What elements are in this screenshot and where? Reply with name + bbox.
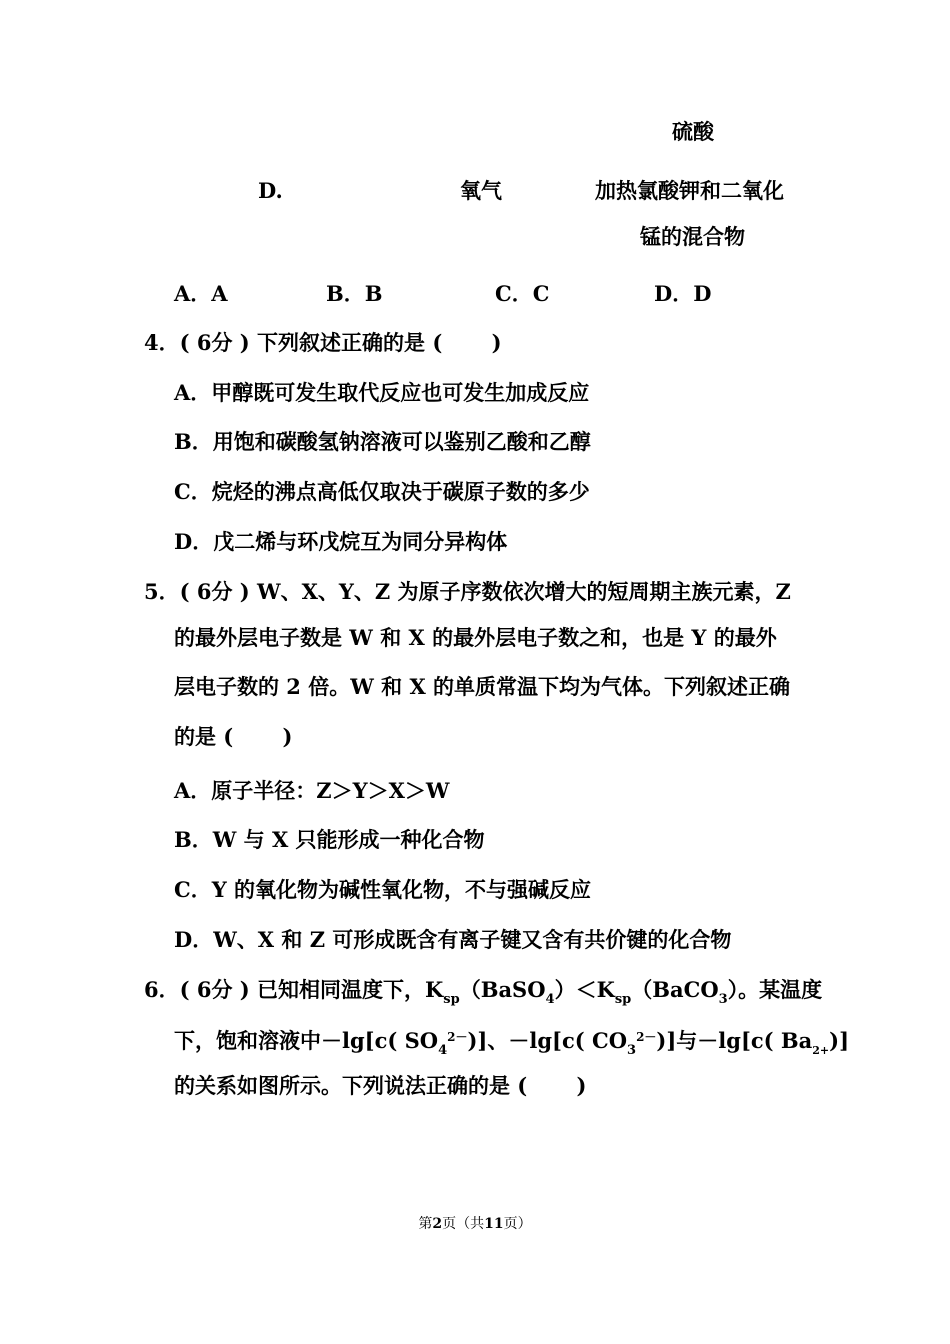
q6-stem-line1: 6．( 6分 ) 已知相同温度下，$K_{sp}(BaSO_4)<K_{sp}(BaCO_3)$。某温度 [144, 977, 823, 1007]
q3-option-a: A．A [174, 281, 228, 306]
q4-option-d: D．戊二烯与环戊烷互为同分异构体 [174, 529, 508, 554]
q4-option-a: A．甲醇既可发生取代反应也可发生加成反应 [174, 380, 590, 405]
q5-stem-line2: 的最外层电子数是 W 和 X 的最外层电子数之和，也是 Y 的最外 [174, 625, 777, 650]
q3-option-b: B．B [326, 281, 383, 306]
q3-option-d: D．D [654, 281, 712, 306]
q5-option-d: D．W、X 和 Z 可形成既含有离子键又含有共价键的化合物 [174, 927, 732, 952]
q5-option-c: C．Y 的氧化物为碱性氧化物，不与强碱反应 [174, 877, 592, 902]
q6-stem-line3: 的关系如图所示。下列说法正确的是 ( ) [174, 1073, 587, 1098]
q5-option-a: A．原子半径：Z＞Y＞X＞W [174, 778, 450, 803]
q5-stem-line1: 5．( 6分 ) W、X、Y、Z 为原子序数依次增大的短周期主族元素，Z [144, 579, 791, 604]
table-cell-gas: 氧气 [460, 178, 502, 203]
page-footer: 第2页（共11页） [418, 1216, 532, 1232]
q5-stem-line4: 的是 ( ) [174, 724, 293, 749]
q3-option-c: C．C [495, 281, 550, 306]
q4-option-c: C．烷烃的沸点高低仅取决于碳原子数的多少 [174, 479, 590, 504]
q6-stem-line2: 下，饱和溶液中－lg[c( $SO_4^{2-}$)]、－lg[c( $CO_3^{2-}$)]与－lg[c( $Ba_{2+}$)] [174, 1028, 850, 1058]
q5-option-b: B．W 与 X 只能形成一种化合物 [174, 827, 485, 852]
table-row-label: D. [258, 178, 283, 203]
q4-option-b: B．用饱和碳酸氢钠溶液可以鉴别乙酸和乙醇 [174, 429, 591, 454]
q4-stem: 4．( 6分 ) 下列叙述正确的是 ( ) [144, 330, 502, 355]
table-cell-acid: 硫酸 [672, 119, 714, 144]
table-cell-reagent-line2: 锰的混合物 [640, 224, 745, 249]
table-cell-reagent-line1: 加热氯酸钾和二氧化 [595, 178, 784, 203]
q5-stem-line3: 层电子数的 2 倍。W 和 X 的单质常温下均为气体。下列叙述正确 [174, 674, 791, 699]
